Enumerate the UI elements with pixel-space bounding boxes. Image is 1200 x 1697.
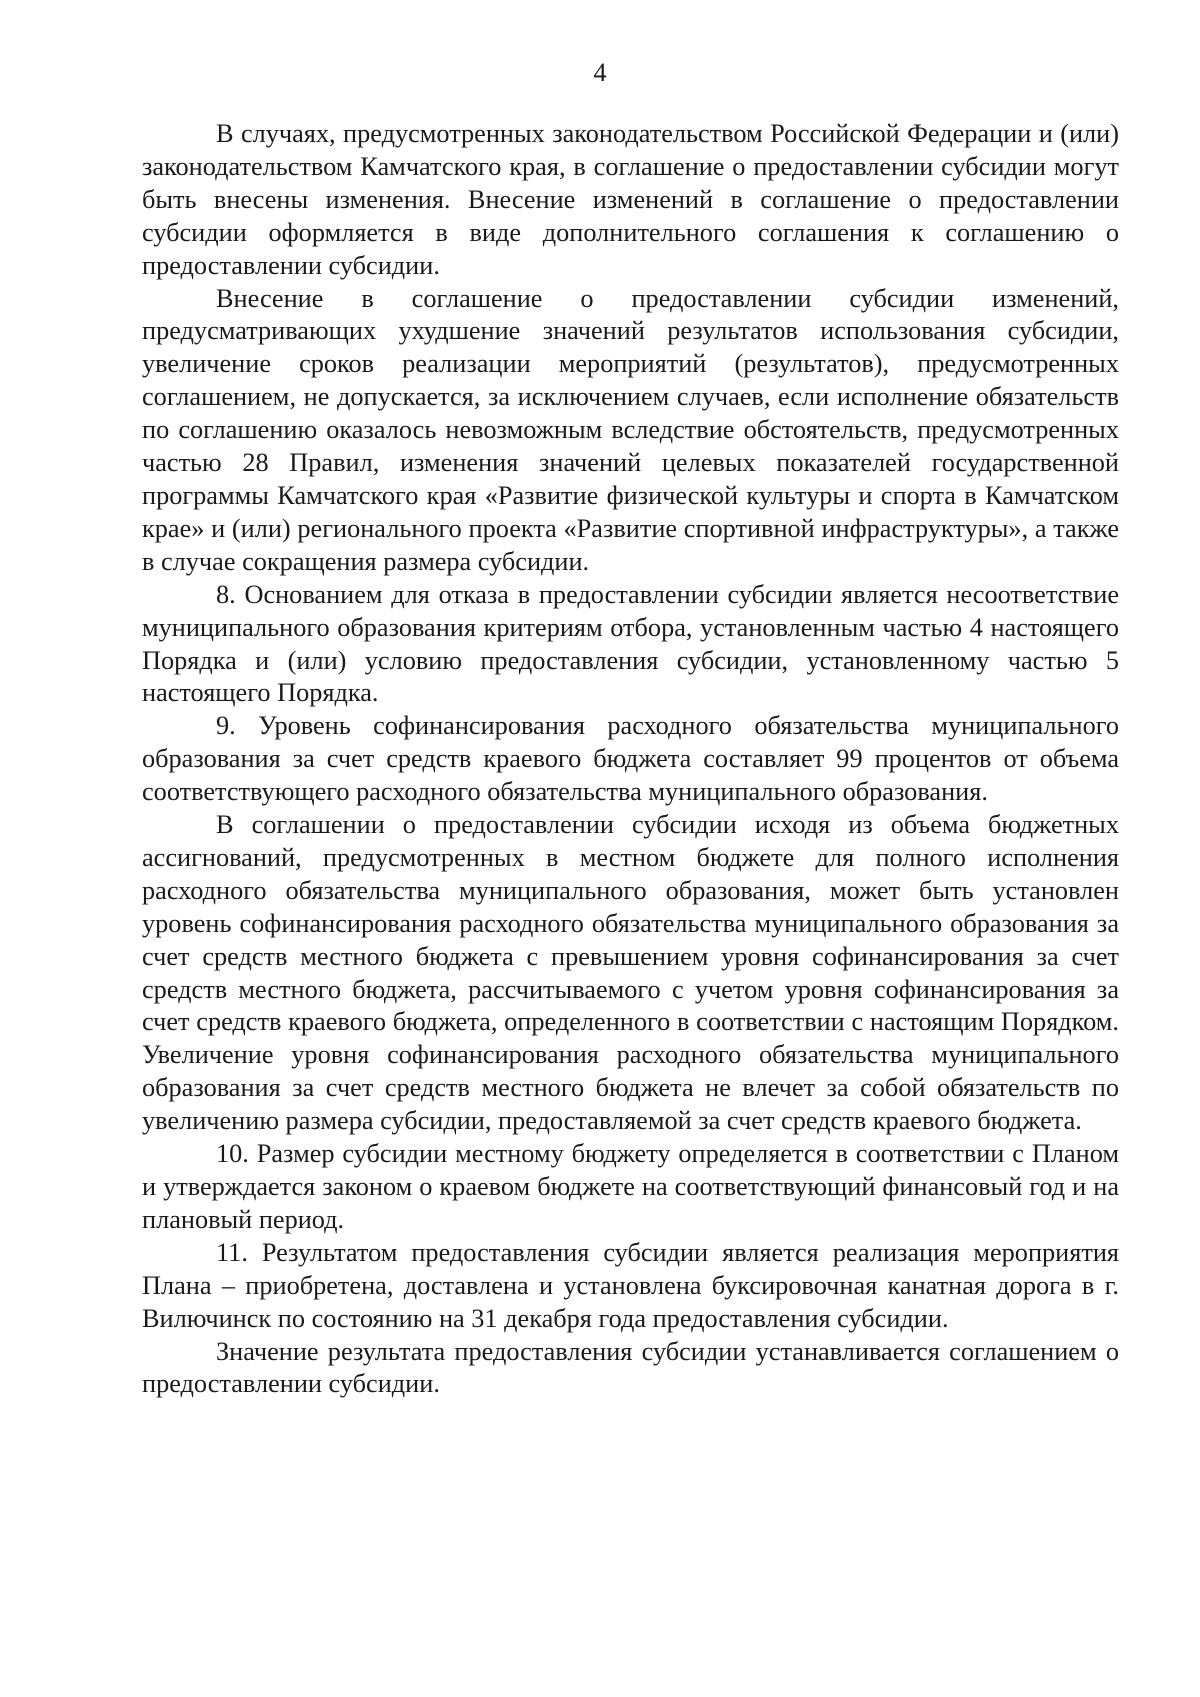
paragraph-amendment-restrictions: Внесение в соглашение о предоставлении субсидии изменений, предусматривающих ухудшение значений результатов использования субсидии, увеличение сроков реализации мероприятий (результатов), предусмотренных соглашением, не допускается, за исключением случаев, если исполнение обязательств по соглашению оказалось невозможным вследствие обстоятельств, предусмотренных частью 28 Правил, изменения значений целевых показателей государственной программы Камчатского края «Развитие физической культуры и спорта в Камчатском крае» и (или) регионального проекта «Развитие спортивной инфраструктуры», а также в случае сокращения размера субсидии.: [142, 283, 1119, 576]
paragraph-item-11: 11. Результатом предоставления субсидии является реализация мероприятия Плана – приобретена, доставлена и установлена буксировочная канатная дорога в г. Вилючинск по состоянию на 31 декабря года предоставления субсидии.: [142, 1237, 1119, 1333]
paragraph-item-8: 8. Основанием для отказа в предоставлении субсидии является несоответствие муниципального образования критериям отбора, установленным частью 4 настоящего Порядка и (или) условию предоставления субсидии, установленному частью 5 настоящего Порядка.: [142, 579, 1119, 708]
paragraph-item-10: 10. Размер субсидии местному бюджету определяется в соответствии с Планом и утверждается законом о краевом бюджете на соответствующий финансовый год и на плановый период.: [142, 1139, 1119, 1234]
paragraph-result-value: Значение результата предоставления субсидии устанавливается соглашением о предоставлении субсидии.: [142, 1336, 1119, 1399]
document-body: [142, 118, 1119, 1401]
paragraph-amendments: В случаях, предусмотренных законодательством Российской Федерации и (или) законодательством Камчатского края, в соглашение о предоставлении субсидии могут быть внесены изменения. Внесение изменений в соглашение о предоставлении субсидии оформляется в виде дополнительного соглашения к соглашению о предоставлении субсидии.: [142, 119, 1119, 280]
page-number: 4: [593, 58, 607, 87]
paragraph-item-9: 9. Уровень софинансирования расходного обязательства муниципального образования за счет средств краевого бюджета составляет 99 процентов от объема соответствующего расходного обязательства муниципального образования.: [142, 711, 1119, 807]
paragraph-cofinancing-level: В соглашении о предоставлении субсидии исходя из объема бюджетных ассигнований, предусмотренных в местном бюджете для полного исполнения расходного обязательства муниципального образования, может быть установлен уровень софинансирования расходного обязательства муниципального образования за счет средств местного бюджета с превышением уровня софинансирования за счет средств местного бюджета, рассчитываемого с учетом уровня софинансирования за счет средств краевого бюджета, определенного в соответствии с настоящим Порядком. Увеличение уровня софинансирования расходного обязательства муниципального образования за счет средств местного бюджета не влечет за собой обязательств по увеличению размера субсидии, предоставляемой за счет средств краевого бюджета.: [142, 810, 1119, 1136]
